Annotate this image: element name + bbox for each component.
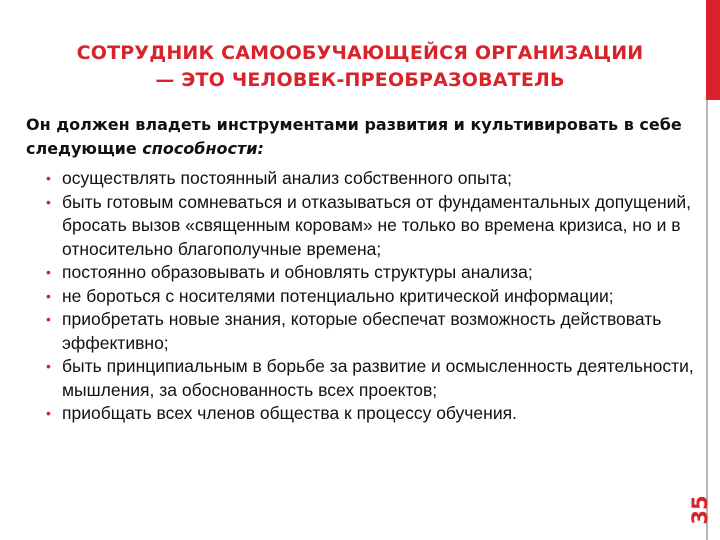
bullet-icon: • — [46, 287, 51, 304]
list-item-text: быть готовым сомневаться и отказываться от фундаментальных допущений, бросать вызов «священным коровам» не только во времена кризиса, но и в относительно благополучные времена; — [62, 191, 692, 259]
bullet-icon: • — [46, 193, 51, 210]
slide-title — [30, 40, 690, 94]
side-divider-line — [706, 100, 708, 540]
abilities-list — [46, 167, 696, 426]
list-item — [46, 355, 696, 402]
list-item-text: приобщать всех членов общества к процессу обучения. — [62, 403, 517, 423]
bullet-icon: • — [46, 311, 51, 327]
intro-paragraph — [26, 113, 686, 161]
list-item — [46, 167, 696, 191]
page-number: 35 — [688, 495, 712, 525]
side-accent-bar — [706, 0, 720, 540]
intro-text: Он должен владеть инструментами развития и культивировать в себе следующие — [26, 115, 682, 158]
intro-emphasis: способности: — [142, 139, 264, 158]
list-item — [46, 402, 696, 426]
list-item — [46, 191, 696, 262]
bullet-icon: • — [46, 264, 51, 280]
list-item-text: не бороться с носителями потенциально критической информации; — [62, 285, 614, 306]
bullet-icon: • — [46, 405, 51, 421]
slide-title-line-2: — ЭТО ЧЕЛОВЕК-ПРЕОБРАЗОВАТЕЛЬ — [155, 69, 565, 91]
list-item — [46, 308, 696, 355]
slide-title-line-1: СОТРУДНИК САМООБУЧАЮЩЕЙСЯ ОРГАНИЗАЦИИ — [76, 42, 644, 64]
list-item-text: приобретать новые знания, которые обеспечат возможность действовать эффективно; — [62, 309, 662, 353]
list-item-text: быть принципиальным в борьбе за развитие и осмысленность деятельности, мышления, за обоснованность всех проектов; — [62, 356, 694, 400]
bullet-icon: • — [46, 170, 51, 186]
bullet-icon: • — [46, 358, 51, 374]
side-accent-red-block — [706, 0, 720, 100]
list-item — [46, 285, 696, 309]
list-item-text: осуществлять постоянный анализ собственного опыта; — [62, 168, 513, 188]
list-item — [46, 261, 696, 285]
list-item-text: постоянно образовывать и обновлять структуры анализа; — [62, 262, 533, 282]
